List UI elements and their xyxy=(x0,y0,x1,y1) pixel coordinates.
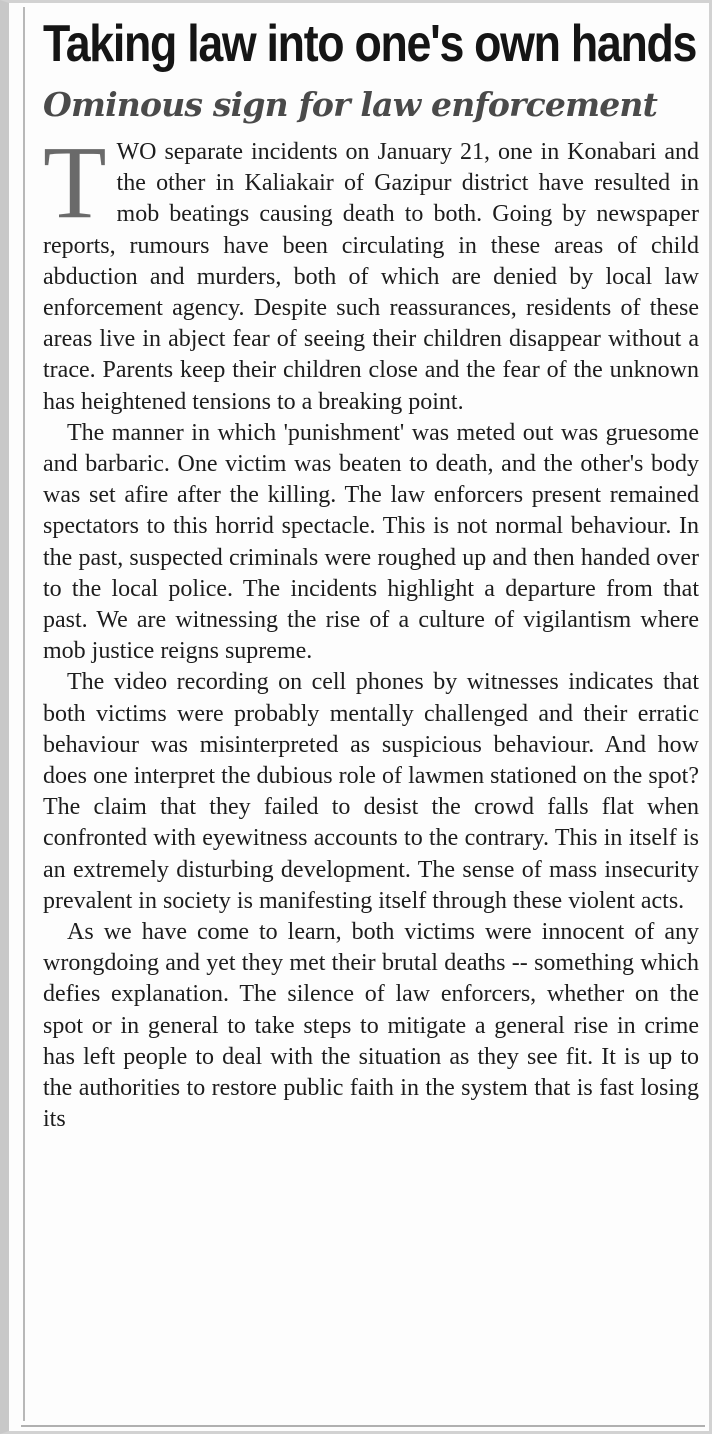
headline: Taking law into one's own hands xyxy=(43,15,697,73)
paragraph-4: As we have come to learn, both victims were innocent of any wrongdoing and yet they met their brutal deaths -- something which defies explanation. The silence of law enforcers, whether on the spot or in general to take steps to mitigate a general rise in crime has left people to deal with the situation as they see fit. It is up to the authorities to restore public faith in the system that is fast losing its xyxy=(43,919,699,1133)
bottom-rule xyxy=(21,1425,705,1427)
paragraph-1-text: WO separate incidents on January 21, one in Konabari and the other in Kaliakair of Gazipur district have resulted in mob beatings causing death to both. Going by newspaper reports, rumours have been circulating in these areas of child abduction and murders, both of which are denied by local law enforcement agency. Despite such reassurances, residents of these areas live in abject fear of seeing their children disappear without a trace. Parents keep their children close and the fear of the unknown has heightened tensions to a breaking point. xyxy=(43,139,699,415)
editorial-article xyxy=(43,11,699,1136)
drop-cap: T xyxy=(43,125,107,240)
article-body xyxy=(43,125,699,1136)
subheadline: Ominous sign for law enforcement xyxy=(43,85,658,124)
column-rule xyxy=(23,7,25,1421)
paragraph-3: The video recording on cell phones by witnesses indicates that both victims were probably mentally challenged and their erratic behaviour was misinterpreted as suspicious behaviour. And how does one interpret the dubious role of lawmen stationed on the spot? The claim that they failed to desist the crowd falls flat when confronted with eyewitness accounts to the contrary. This in itself is an extremely disturbing development. The sense of mass insecurity prevalent in society is manifesting itself through these violent acts. xyxy=(43,669,699,914)
paragraph-2: The manner in which 'punishment' was meted out was gruesome and barbaric. One victim was beaten to death, and the other's body was set afire after the killing. The law enforcers present remained spectators to this horrid spectacle. This is not normal behaviour. In the past, suspected criminals were roughed up and then handed over to the local police. The incidents highlight a departure from that past. We are witnessing the rise of a culture of vigilantism where mob justice reigns supreme. xyxy=(43,419,699,665)
paragraph-1 xyxy=(43,125,699,418)
